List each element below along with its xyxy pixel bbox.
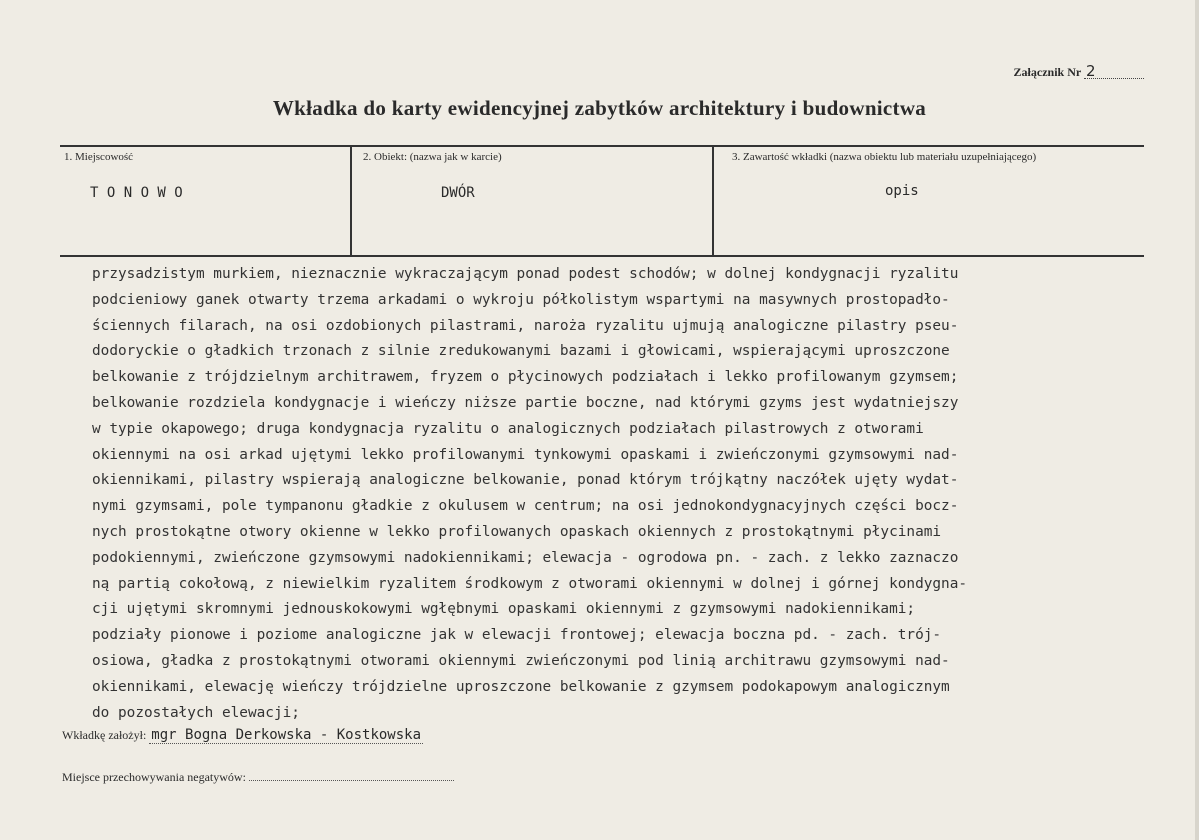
description-line: podcieniowy ganek otwarty trzema arkadami o wykroju półkolistym wspartymi na masywnych prostopadło- bbox=[92, 291, 950, 308]
object-label: 2. Obiekt: (nazwa jak w karcie) bbox=[363, 151, 502, 163]
negatives-label: Miejsce przechowywania negatywów: bbox=[62, 770, 246, 784]
description-line: podziały pionowe i poziome analogiczne jak w elewacji frontowej; elewacja boczna pd. - zach. trój- bbox=[92, 627, 942, 644]
object-value: DWÓR bbox=[441, 185, 475, 201]
content-value: opis bbox=[885, 183, 919, 199]
description-line: belkowanie rozdziela kondygnacje i wieńczy niższe partie boczne, nad którymi gzyms jest wydatniejszy bbox=[92, 394, 959, 411]
description-line: ściennych filarach, na osi ozdobionych pilastrami, naroża ryzalitu ujmują analogiczne pilastry pseu- bbox=[92, 317, 959, 334]
description-line: cji ujętymi skromnymi jednouskokowymi wgłębnymi opaskami okiennymi z gzymsowymi nadokiennikami; bbox=[92, 601, 916, 618]
description-line: okiennymi na osi arkad ujętymi lekko profilowanymi tynkowymi opaskami i zwieńczonymi gzymsowymi nad- bbox=[92, 446, 959, 463]
page-title: Wkładka do karty ewidencyjnej zabytków architektury i budownictwa bbox=[272, 96, 927, 120]
author-label: Wkładkę założył: bbox=[62, 728, 147, 742]
description-line: belkowanie z trójdzielnym architrawem, fryzem o płycinowych podziałach i lekko profilowanym gzymsem; bbox=[92, 369, 959, 386]
content-label: 3. Zawartość wkładki (nazwa obiektu lub materiału uzupełniającego) bbox=[732, 151, 1037, 163]
table-top-rule bbox=[60, 145, 1144, 147]
column-divider-2 bbox=[712, 146, 714, 255]
negatives-value-line bbox=[249, 770, 454, 781]
page-edge bbox=[1195, 0, 1199, 840]
description-line: okiennikami, elewację wieńczy trójdzielne uproszczone belkowanie z gzymsem podokapowym analogicznym bbox=[92, 678, 950, 695]
description-line: okiennikami, pilastry wspierają analogiczne belkowanie, ponad którym trójkątny naczółek ujęty wydat- bbox=[92, 472, 959, 489]
negatives-row bbox=[62, 770, 454, 785]
description-line: ną partią cokołową, z niewielkim ryzalitem środkowym z otworami okiennymi w dolnej i górnej kondygna- bbox=[92, 575, 968, 592]
description-line: podokiennymi, zwieńczone gzymsowymi nadokiennikami; elewacja - ogrodowa pn. - zach. z lekko zaznaczo bbox=[92, 549, 959, 566]
description-line: nych prostokątne otwory okienne w lekko profilowanych opaskach okiennych z prostokątnymi płycinami bbox=[92, 523, 942, 540]
author-row bbox=[62, 727, 423, 743]
location-value: T O N O W O bbox=[90, 185, 183, 201]
author-value: mgr Bogna Derkowska - Kostkowska bbox=[151, 727, 422, 743]
table-bottom-rule bbox=[60, 255, 1144, 257]
annex-label: Załącznik Nr bbox=[1013, 65, 1081, 79]
description-line: dodoryckie o gładkich trzonach z silnie zredukowanymi bazami i głowicami, wspierającymi uproszczone bbox=[92, 343, 950, 360]
description-line: nymi gzymsami, pole tympanonu gładkie z okulusem w centrum; na osi jednokondygnacyjnych części bocz- bbox=[92, 498, 959, 515]
description-text bbox=[92, 262, 1122, 726]
location-label: 1. Miejscowość bbox=[64, 151, 134, 163]
description-line: osiowa, gładka z prostokątnymi otworami okiennymi zwieńczonymi pod linią architrawu gzymsowymi nad- bbox=[92, 652, 950, 669]
description-line: przysadzistym murkiem, nieznacznie wykraczającym ponad podest schodów; w dolnej kondygnacji ryzalitu bbox=[92, 266, 959, 282]
column-divider-1 bbox=[350, 146, 352, 255]
description-line: do pozostałych elewacji; bbox=[92, 704, 300, 721]
description-line: w typie okapowego; druga kondygnacja ryzalitu o analogicznych podziałach pilastrowych z otworami bbox=[92, 420, 924, 437]
annex-value: 2 bbox=[1084, 64, 1144, 79]
annex-number bbox=[1014, 64, 1144, 80]
